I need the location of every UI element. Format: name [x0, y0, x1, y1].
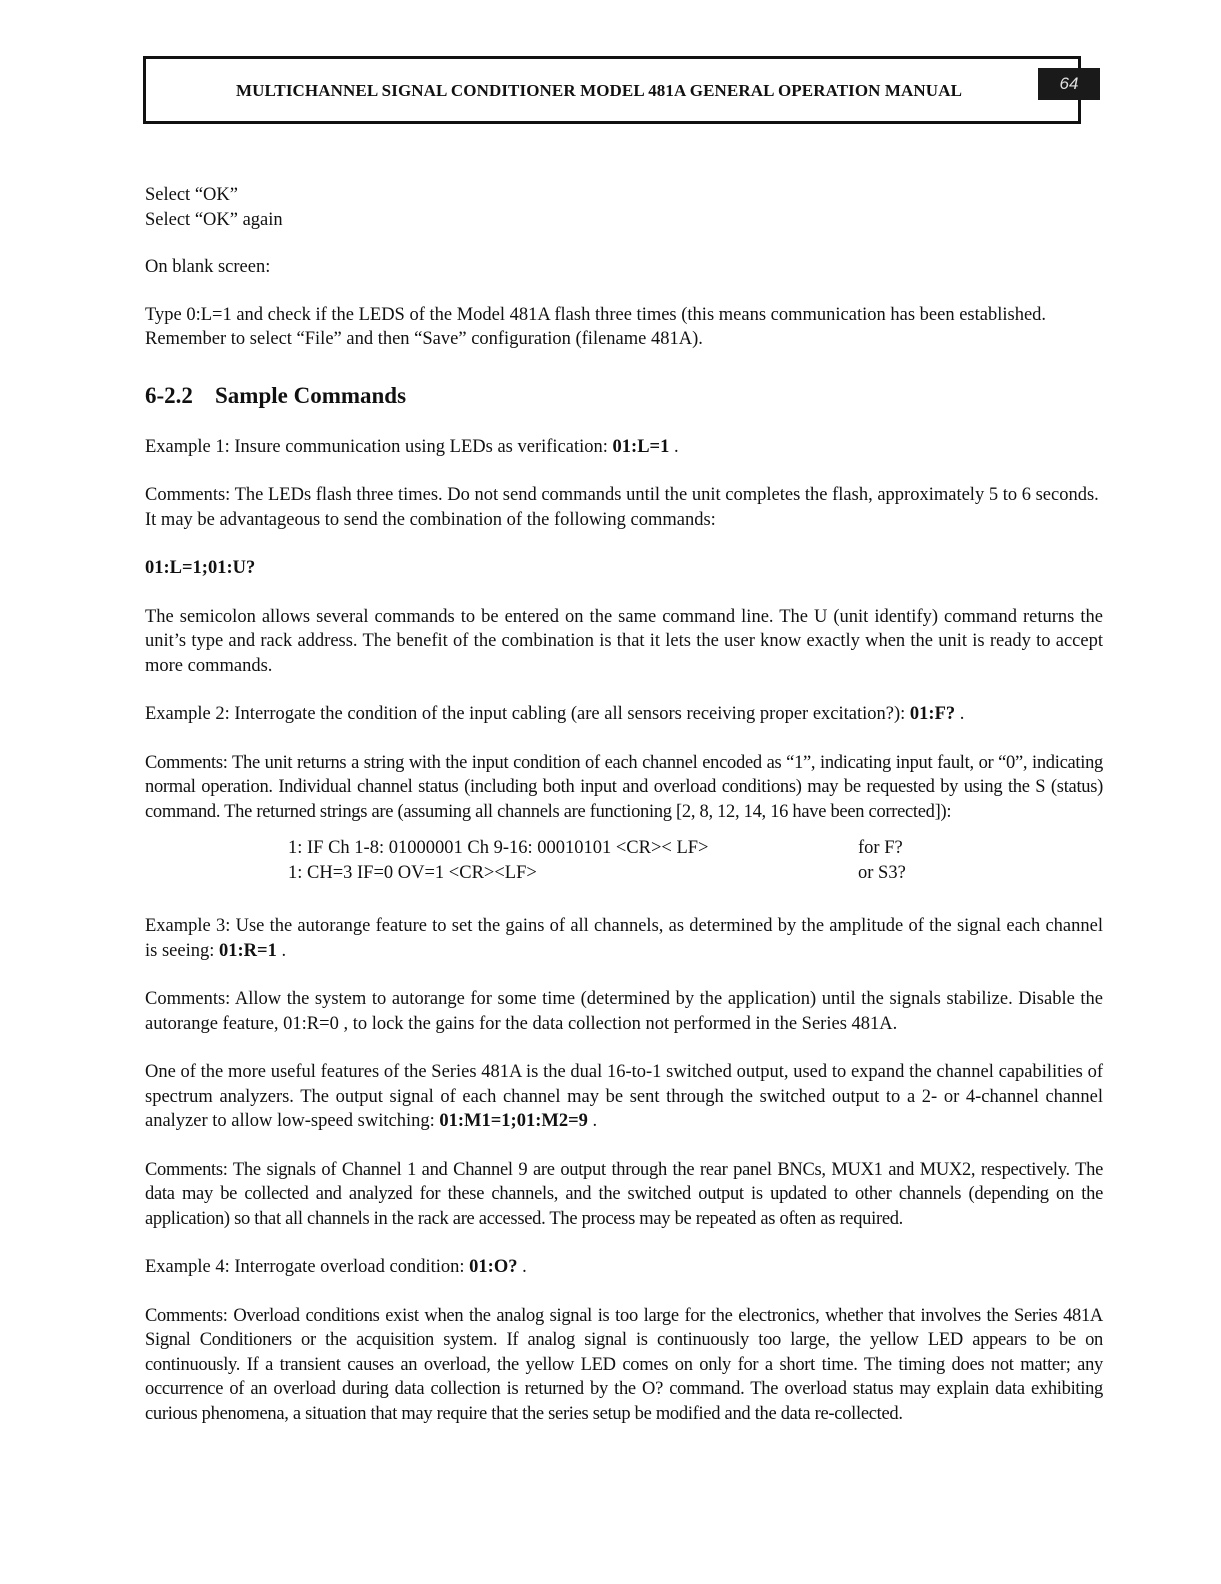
response-row: [288, 838, 1068, 863]
example-2-command: 01:F?: [909, 704, 956, 724]
intro-line-1: Select “OK”: [145, 185, 238, 205]
section-number: 6-2.2: [145, 382, 193, 408]
example-2-comments: Comments: The unit returns a string with the input condition of each channel encoded as “1”, indicating input fault, or “0”, indicating normal operation. Individual channel status (including both input and overload conditions) may be requested by using the S (status) command. The returned strings are (assuming all channels are functioning [2, 8, 12, 14, 16 have been corrected]):: [145, 752, 1103, 822]
semicolon-note: The semicolon allows several commands to be entered on the same command line. The U (unit identify) command returns the unit’s type and rack address. The benefit of the combination is that it lets the user know exactly when the unit is ready to accept more commands.: [145, 606, 1103, 676]
section-title: Sample Commands: [215, 382, 407, 408]
response-text: 1: IF Ch 1-8: 01000001 Ch 9-16: 00010101 <CR>< LF>: [288, 838, 709, 858]
manual-title: MULTICHANNEL SIGNAL CONDITIONER MODEL 481A GENERAL OPERATION MANUAL: [236, 81, 963, 100]
switched-output-comments: Comments: The signals of Channel 1 and Channel 9 are output through the rear panel BNCs, MUX1 and MUX2, respectively. The data may be collected and analyzed for these channels, and the switched output is updated to other channels (depending on the application) so that all channels in the rack are accessed. The process may be repeated as often as required.: [145, 1159, 1103, 1229]
intro-line-2: Select “OK” again: [145, 209, 283, 230]
response-strings: [145, 838, 1103, 890]
example-3: Example 3: Use the autorange feature to set the gains of all channels, as determined by the amplitude of the signal each channel is seeing: 01:R=1 .: [145, 916, 1103, 961]
example-2: Example 2: Interrogate the condition of the input cabling (are all sensors receiving proper excitation?): 01:F? .: [145, 704, 965, 724]
section-heading: [145, 381, 1103, 411]
example-4-comments: Comments: Overload conditions exist when the analog signal is too large for the electronics, whether that involves the Series 481A Signal Conditioners or the acquisition system. If analog signal is continuously too large, the yellow LED appears to be on continuously. If a transient causes an overload, the yellow LED comes on only for a short time. The timing does not matter; any occurrence of an overload during data collection is returned by the O? command. The overload status may explain data exhibiting curious phenomena, a situation that may require that the series setup be modified and the data re-collected.: [145, 1305, 1103, 1424]
response-row: [288, 863, 1068, 888]
response-note: or S3?: [858, 863, 906, 883]
example-4: Example 4: Interrogate overload condition: 01:O? .: [145, 1257, 527, 1277]
example-3-comments: Comments: Allow the system to autorange for some time (determined by the application) until the signals stabilize. Disable the autorange feature, 01:R=0 , to lock the gains for the data collection not performed in the Series 481A.: [145, 989, 1103, 1034]
type-instruction: Type 0:L=1 and check if the LEDS of the Model 481A flash three times (this means communication has been established. Remember to select “File” and then “Save” configuration (filename 481A).: [145, 304, 1047, 349]
response-text: 1: CH=3 IF=0 OV=1 <CR><LF>: [288, 863, 537, 883]
switched-output-command: 01:M1=1;01:M2=9: [439, 1111, 588, 1131]
example-1-comments: Comments: The LEDs flash three times. Do not send commands until the unit completes the flash, approximately 5 to 6 seconds. It may be advantageous to send the combination of the following commands:: [145, 485, 1099, 530]
switched-output-text: One of the more useful features of the Series 481A is the dual 16-to-1 switched output, used to expand the channel capabilities of spectrum analyzers. The output signal of each channel may be sent through the switched output to a 2- or 4-channel channel analyzer to allow low-speed switching: 01:M1=1;01:M2=9 .: [145, 1062, 1103, 1131]
combo-command: 01:L=1;01:U?: [145, 558, 256, 578]
page-header: [143, 56, 1081, 124]
response-note: for F?: [858, 838, 903, 858]
blank-screen-label: On blank screen:: [145, 257, 271, 277]
page-body: [145, 183, 1103, 1426]
page-number: 64: [1038, 68, 1100, 100]
example-1-command: 01:L=1: [612, 436, 670, 457]
example-1: Example 1: Insure communication using LEDs as verification: 01:L=1 .: [145, 436, 679, 457]
example-4-command: 01:O?: [469, 1257, 518, 1277]
example-3-command: 01:R=1: [219, 940, 277, 961]
